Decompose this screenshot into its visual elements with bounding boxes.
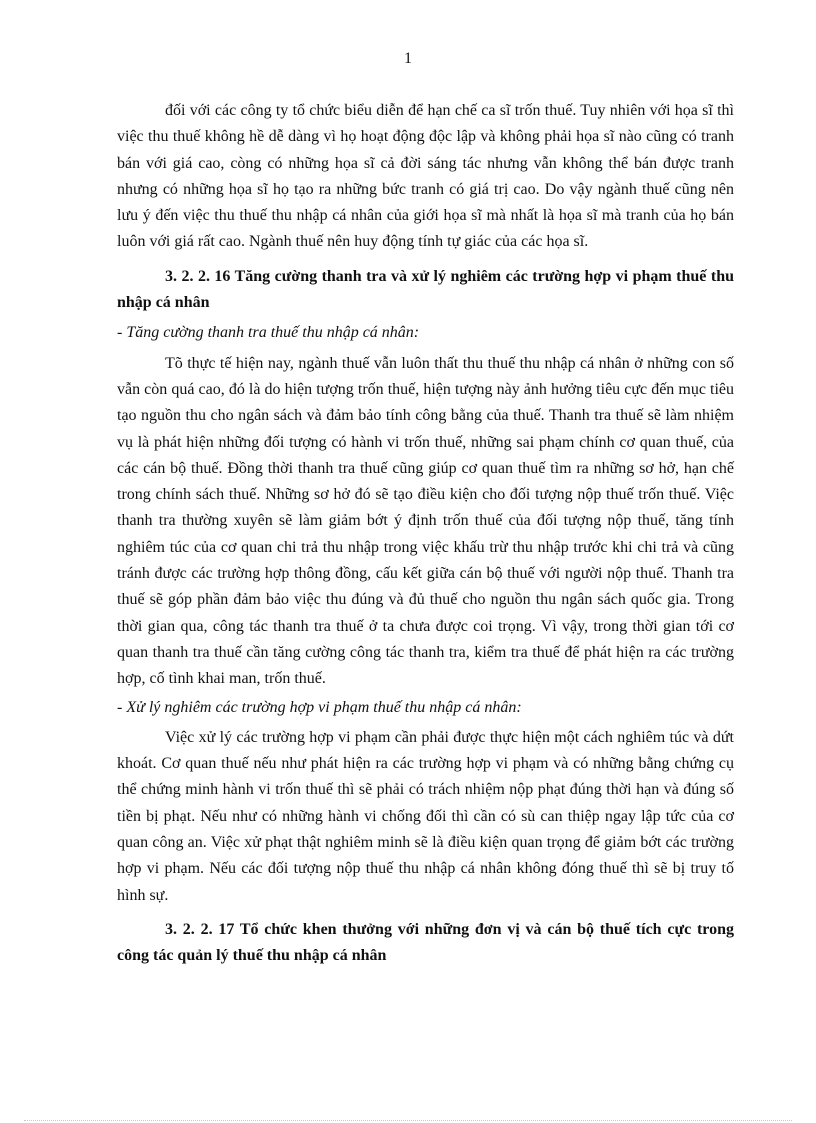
- paragraph-inspection: Tõ thực tế hiện nay, ngành thuế vẫn luôn thất thu thuế thu nhập cá nhân ở những con số vẫn còn quá cao, đó là do hiện tượng trốn thuế, hiện tượng này ảnh hưởng tiêu cực đến mục tiêu tạo nguồn thu cho ngân sách và đảm bảo tính công bằng của thuế. Thanh tra thuế sẽ làm nhiệm vụ là phát hiện những đối tượng có hành vi trốn thuế, những sai phạm chính cơ quan thuế, của các cán bộ thuế. Đồng thời thanh tra thuế cũng giúp cơ quan thuế tìm ra những sơ hở, hạn chế trong chính sách thuế. Những sơ hở đó sẽ tạo điều kiện cho đối tượng nộp thuế trốn thuế. Việc thanh tra thường xuyên sẽ làm giảm bớt ý định trốn thuế của đối tượng nộp thuế, tăng tính nghiêm túc của cơ quan chi trả thu nhập trong việc khấu trừ thu nhập trước khi chi trả và cũng tránh được các trường hợp thông đồng, cấu kết giữa cán bộ thuế với người nộp thuế. Thanh tra thuế sẽ góp phần đảm bảo việc thu đúng và đủ thuế cho nguồn thu ngân sách quốc gia. Trong thời gian qua, công tác thanh tra thuế ở ta chưa được coi trọng. Vì vậy, trong thời gian tới cơ quan thanh tra thuế cần tăng cường công tác thanh tra, kiểm tra thuế để phát hiện ra các trường hợp, cố tình khai man, trốn thuế.: [117, 354, 734, 688]
- document-body: [117, 98, 734, 974]
- page-number: 1: [404, 50, 412, 67]
- subheading-inspection: - Tăng cường thanh tra thuế thu nhập cá nhân:: [117, 324, 420, 342]
- subheading-violations: - Xử lý nghiêm các trường hợp vi phạm thuế thu nhập cá nhân:: [117, 698, 522, 716]
- section-heading-3-2-2-16: 3. 2. 2. 16 Tăng cường thanh tra và xử lý nghiêm các trường hợp vi phạm thuế thu nhập cá nhân: [117, 267, 734, 312]
- paragraph-violations: Việc xử lý các trường hợp vi phạm cần phải được thực hiện một cách nghiêm túc và dứt khoát. Cơ quan thuế nếu như phát hiện ra các trường hợp vi phạm và có những bằng chứng cụ thể chứng minh hành vi trốn thuế thì sẽ phải có trách nhiệm nộp phạt đúng thời hạn và đúng số tiền bị phạt. Nếu như có những hành vi chống đối thì cần có sù can thiệp ngay lập tức của cơ quan công an. Việc xử phạt thật nghiêm minh sẽ là điều kiện quan trọng để giảm bớt các trường hợp vi phạm. Nếu các đối tượng nộp thuế thu nhập cá nhân không đóng thuế thì sẽ bị truy tố hình sự.: [117, 728, 734, 904]
- paragraph-painters-tax: đối với các công ty tổ chức biểu diễn để hạn chế ca sĩ trốn thuế. Tuy nhiên với họa sĩ thì việc thu thuế không hề dễ dàng vì họ hoạt động độc lập và không phải họa sĩ nào cũng có tranh bán với giá cao, còng có những họa sĩ cả đời sáng tác nhưng vẫn không thể bán được tranh nhưng có những họa sĩ họ tạo ra những bức tranh có giá trị cao. Do vậy ngành thuế cũng nên lưu ý đến việc thu thuế thu nhập cá nhân của giới họa sĩ mà nhất là họa sĩ mà tranh của họ bán luôn với giá rất cao. Ngành thuế nên huy động tính tự giác của các họa sĩ.: [117, 102, 734, 251]
- section-heading-3-2-2-17: 3. 2. 2. 17 Tổ chức khen thưởng với những đơn vị và cán bộ thuế tích cực trong công tác quản lý thuế thu nhập cá nhân: [117, 920, 734, 965]
- page-bottom-divider: [24, 1120, 792, 1121]
